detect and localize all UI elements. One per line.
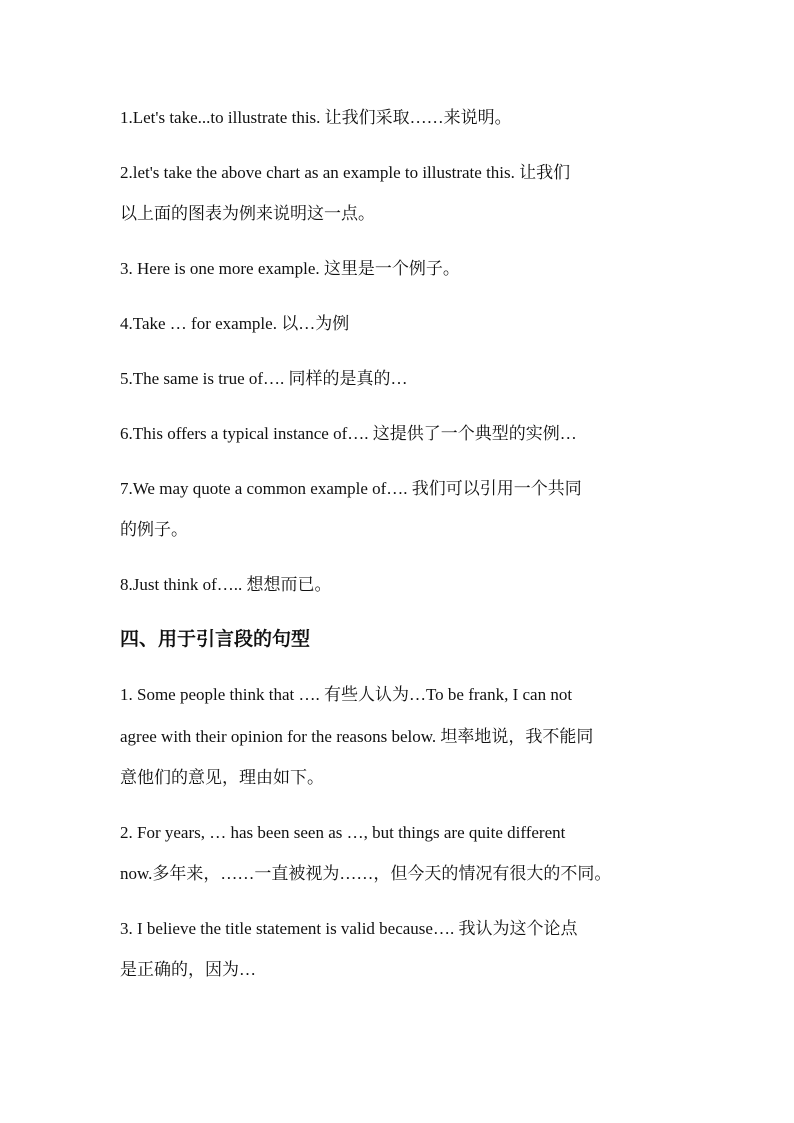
intro-item-2-line-1: 2. For years, … has been seen as …, but things are quite different (120, 823, 566, 842)
example-item-8-line-1: 8.Just think of….. 想想而已。 (120, 575, 332, 594)
example-item-2-line-2: 以上面的图表为例来说明这一点。 (120, 204, 375, 223)
intro-item-1-line-2: agree with their opinion for the reasons below. 坦率地说，我不能同 (120, 727, 594, 746)
example-item-5-line-1: 5.The same is true of…. 同样的是真的… (120, 369, 408, 388)
example-item-4-line-1: 4.Take … for example. 以…为例 (120, 314, 350, 333)
intro-item-3-line-1: 3. I believe the title statement is valid because…. 我认为这个论点 (120, 919, 578, 938)
example-item-3-line-1: 3. Here is one more example. 这里是一个例子。 (120, 259, 460, 278)
intro-item-1-line-3: 意他们的意见，理由如下。 (120, 768, 324, 787)
intro-item-2-line-2: now.多年来，……一直被视为……，但今天的情况有很大的不同。 (120, 864, 612, 883)
example-item-2-line-1: 2.let's take the above chart as an example to illustrate this. 让我们 (120, 163, 571, 182)
example-item-6-line-1: 6.This offers a typical instance of…. 这提供了一个典型的实例… (120, 424, 577, 443)
example-item-1-line-1: 1.Let's take...to illustrate this. 让我们采取……来说明。 (120, 108, 512, 127)
example-item-7-line-1: 7.We may quote a common example of…. 我们可以引用一个共同 (120, 479, 582, 498)
intro-item-3-line-2: 是正确的，因为… (120, 960, 256, 979)
example-item-7-line-2: 的例子。 (120, 520, 188, 539)
intro-item-1-line-1: 1. Some people think that …. 有些人认为…To be frank, I can not (120, 685, 573, 704)
section-heading: 四、用于引言段的句型 (120, 629, 311, 650)
